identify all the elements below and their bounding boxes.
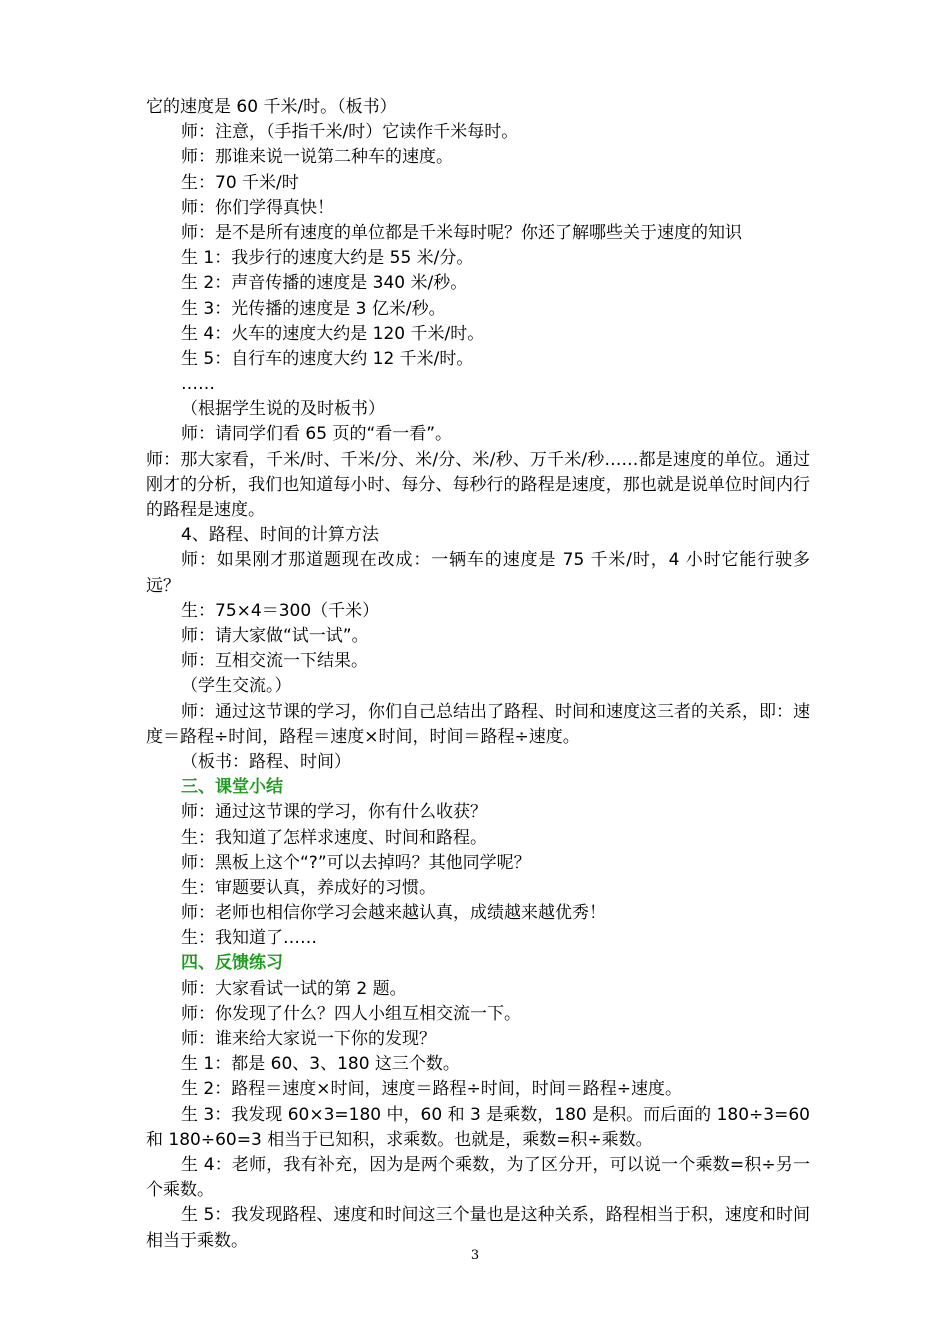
paragraph-speed-units: 师：那大家看，千米/时、千米/分、米/分、米/秒、万千米/秒……都是速度的单位。通过刚才的分析，我们也知道每小时、每分、每秒行的路程是速度，那也就是说单位时间内行的路程是速度。	[146, 449, 810, 521]
text-line: 师：你们学得真快！	[181, 197, 334, 218]
text-line: （板书：路程、时间）	[181, 751, 351, 772]
text-line: （学生交流。）	[181, 676, 292, 697]
paragraph-student-4: 生 4：老师，我有补充，因为是两个乘数，为了区分开，可以说一个乘数=积÷另一个乘数。	[146, 1155, 810, 1201]
paragraph-student-5: 生 5：我发现路程、速度和时间这三个量也是这种关系，路程相当于积，速度和时间相当于乘数。	[146, 1205, 810, 1251]
text-line: 师：请同学们看 65 页的“看一看”。	[181, 424, 453, 445]
text-line: 师：是不是所有速度的单位都是千米每时呢？你还了解哪些关于速度的知识	[181, 222, 742, 243]
text-line: 师：黑板上这个“?”可以去掉吗？其他同学呢？	[181, 852, 531, 873]
text-line: 生：70 千米/时	[181, 172, 299, 193]
dialogue-block-6	[146, 977, 810, 1103]
text-line: 生 3：光传播的速度是 3 亿米/秒。	[181, 298, 446, 319]
page-content	[146, 95, 810, 1254]
dialogue-block-3	[146, 599, 810, 700]
text-line: 生 2：声音传播的速度是 340 米/秒。	[181, 273, 468, 294]
paragraph-question: 师：如果刚才那道题现在改成：一辆车的速度是 75 千米/时，4 小时它能行驶多远？	[146, 550, 810, 596]
text-line: 生：我知道了……	[181, 928, 317, 949]
text-line: （根据学生说的及时板书）	[181, 399, 385, 420]
text-line: 师：互相交流一下结果。	[181, 651, 368, 672]
text-line: 师：注意，（手指千米/时）它读作千米每时。	[181, 122, 519, 143]
text-line: 生：75×4＝300（千米）	[181, 600, 380, 621]
dialogue-block-1	[146, 95, 810, 448]
text-line: 生：审题要认真，养成好的习惯。	[181, 877, 436, 898]
text-line: 它的速度是 60 千米/时。（板书）	[146, 97, 397, 117]
text-line: 师：那谁来说一说第二种车的速度。	[181, 147, 453, 168]
text-line: ……	[181, 374, 215, 395]
text-line: 生 5：自行车的速度大约 12 千米/时。	[181, 348, 474, 369]
section-heading-summary: 三、课堂小结	[181, 777, 283, 798]
text-line: 生 2：路程＝速度×时间，速度＝路程÷时间，时间＝路程÷速度。	[181, 1079, 682, 1100]
text-line: 师：你发现了什么？四人小组互相交流一下。	[181, 1003, 521, 1024]
text-line: 生 1：我步行的速度大约是 55 米/分。	[181, 248, 474, 269]
text-line: 生 1：都是 60、3、180 这三个数。	[181, 1054, 460, 1075]
text-line: 生 4：火车的速度大约是 120 千米/时。	[181, 323, 485, 344]
text-line: 4、路程、时间的计算方法	[181, 525, 379, 546]
paragraph-summary: 师：通过这节课的学习，你们自己总结出了路程、时间和速度这三者的关系，即：速度＝路程÷时间，路程＝速度×时间，时间＝路程÷速度。	[146, 701, 810, 747]
text-line: 师：请大家做“试一试”。	[181, 626, 369, 647]
dialogue-block-5	[146, 800, 810, 951]
text-line: 生：我知道了怎样求速度、时间和路程。	[181, 827, 487, 848]
dialogue-block-4	[146, 750, 810, 775]
dialogue-block-2	[146, 523, 810, 548]
page-number: 3	[470, 1248, 480, 1263]
section-heading-practice: 四、反馈练习	[181, 953, 283, 974]
paragraph-student-3: 生 3：我发现 60×3=180 中，60 和 3 是乘数，180 是积。而后面的 180÷3=60 和 180÷60=3 相当于已知积，求乘数。也就是，乘数=积÷乘数。	[146, 1104, 810, 1150]
text-line: 师：老师也相信你学习会越来越认真，成绩越来越优秀！	[181, 903, 606, 924]
text-line: 师：通过这节课的学习，你有什么收获？	[181, 802, 487, 823]
text-line: 师：大家看试一试的第 2 题。	[181, 978, 407, 999]
text-line: 师：谁来给大家说一下你的发现？	[181, 1029, 436, 1050]
